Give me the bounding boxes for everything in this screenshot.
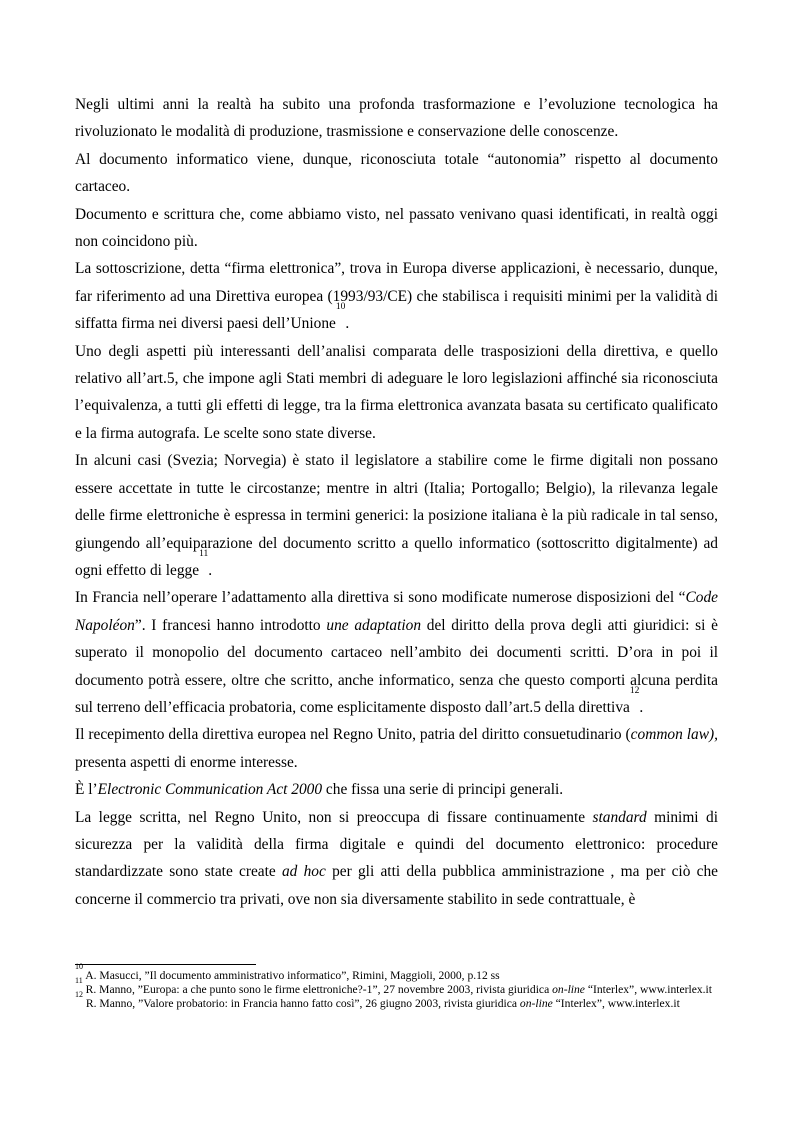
paragraph-4-end: . bbox=[345, 315, 350, 333]
body-text bbox=[75, 91, 718, 913]
paragraph-3-text: Documento e scrittura che, come abbiamo visto, nel passato venivano quasi identificati, in realtà oggi non coincidono più. bbox=[75, 205, 718, 251]
paragraph-8-text-a: Il recepimento della direttiva europea nel Regno Unito, patria del diritto consuetudinario ( bbox=[75, 726, 631, 744]
paragraph-5-text: Uno degli aspetti più interessanti dell’analisi comparata delle trasposizioni della direttiva, e quello relativo all’art.5, che impone agli Stati membri di adeguare le loro legislazioni affinché sia riconosciuta l’equivalenza, a tutti gli effetti di legge, tra la firma elettronica avanzata basata su certificato qualificato e la firma autografa. Le scelte sono state diverse. bbox=[75, 342, 718, 442]
paragraph-7 bbox=[75, 584, 718, 721]
footnote-12-online-italic: on-line bbox=[519, 997, 553, 1010]
paragraph-9 bbox=[75, 776, 718, 803]
paragraph-2 bbox=[75, 146, 718, 201]
footnote-11 bbox=[75, 976, 718, 997]
footnote-11-number: 11 bbox=[75, 976, 83, 985]
common-law-italic: common law), bbox=[630, 726, 718, 744]
paragraph-10-text-b: minimi di sicurezza per la validità della firma digitale e quindi del documento elettronico: procedure standardizzate sono state create bbox=[75, 808, 718, 881]
footnote-12-number: 12 bbox=[75, 990, 83, 999]
paragraph-4 bbox=[75, 255, 718, 337]
footnote-10-number: 10 bbox=[75, 962, 83, 971]
ecact-italic: Electronic Communication Act 2000 bbox=[97, 781, 323, 799]
footnote-10-text: A. Masucci, ”Il documento amministrativo informatico”, Rimini, Maggioli, 2000, p.12 ss bbox=[83, 969, 500, 982]
footnote-11-text-a: R. Manno, ”Europa: a che punto sono le firme elettroniche?-1”, 27 novembre 2003, rivista giuridica bbox=[82, 983, 553, 996]
paragraph-1 bbox=[75, 91, 718, 146]
paragraph-10-text-a: La legge scritta, nel Regno Unito, non si preoccupa di fissare continuamente bbox=[75, 808, 593, 826]
paragraph-5 bbox=[75, 338, 718, 448]
paragraph-6-text: In alcuni casi (Svezia; Norvegia) è stato il legislatore a stabilire come le firme digitali non possano essere accettate in tutte le circostanze; mentre in altri (Italia; Portogallo; Belgio), la rilevanza legale delle firme elettroniche è espressa in termini generici: la posizione italiana è la più radicale in tal senso, giungendo all’equiparazione del documento scritto a quello informatico (sottoscritto digitalmente) ad ogni effetto di legge bbox=[75, 452, 718, 579]
footnotes bbox=[75, 964, 718, 1011]
footnote-12 bbox=[75, 990, 718, 1011]
paragraph-6-end: . bbox=[208, 561, 213, 579]
paragraph-9-text-a: È l’ bbox=[75, 781, 98, 799]
paragraph-6 bbox=[75, 447, 718, 584]
footnote-ref-12: 12 bbox=[629, 685, 640, 696]
paragraph-8-text-b: presenta aspetti di enorme interesse. bbox=[75, 753, 298, 771]
paragraph-9-text-b: che fissa una serie di principi generali. bbox=[322, 781, 564, 799]
paragraph-10-text-c: per gli atti della pubblica amministrazione , ma per ciò che concerne il commercio tra privati, ove non sia diversamente stabilito in sede contrattuale, è bbox=[75, 863, 718, 908]
footnote-12-text-b: “Interlex”, www.interlex.it bbox=[552, 997, 680, 1010]
paragraph-2-text: Al documento informatico viene, dunque, riconosciuta totale “autonomia” rispetto al documento cartaceo. bbox=[75, 150, 718, 196]
une-adaptation-italic: une adaptation bbox=[326, 616, 422, 634]
footnote-separator bbox=[75, 964, 256, 965]
footnote-10 bbox=[75, 962, 718, 983]
paragraph-7-end: . bbox=[639, 698, 644, 716]
footnote-11-text-b: “Interlex”, www.interlex.it bbox=[584, 983, 713, 996]
paragraph-7-text-b: ”. I francesi hanno introdotto bbox=[134, 616, 327, 634]
paragraph-7-text-c: del diritto della prova degli atti giuridici: si è superato il monopolio del documento cartaceo nell’ambito dei documenti scritti. D’ora in poi il documento potrà essere, oltre che scritto, anche informatico, senza che questo comporti alcuna perdita sul terreno dell’efficacia probatoria, come esplicitamente disposto dall’art.5 della direttiva bbox=[75, 616, 718, 716]
paragraph-10 bbox=[75, 804, 718, 914]
ad-hoc-italic: ad hoc bbox=[281, 863, 326, 881]
paragraph-1-text: Negli ultimi anni la realtà ha subito una profonda trasformazione e l’evoluzione tecnologica ha rivoluzionato le modalità di produzione, trasmissione e conservazione delle conoscenze. bbox=[75, 96, 718, 141]
code-napoleon-italic: Code Napoléon bbox=[75, 589, 718, 634]
footnote-ref-11: 11 bbox=[199, 548, 209, 559]
paragraph-8 bbox=[75, 721, 718, 776]
standard-italic: standard bbox=[592, 808, 647, 826]
footnote-ref-10: 10 bbox=[335, 302, 346, 313]
paragraph-4-text: La sottoscrizione, detta “firma elettronica”, trova in Europa diverse applicazioni, è necessario, dunque, far riferimento ad una Direttiva europea (1993/93/CE) che stabilisca i requisiti minimi per la validità di siffatta firma nei diversi paesi dell’Unione bbox=[75, 260, 718, 333]
footnote-12-text-a: R. Manno, ”Valore probatorio: in Francia hanno fatto così”, 26 giugno 2003, rivista giuridica bbox=[83, 997, 520, 1010]
paragraph-7-text-a: In Francia nell’operare l’adattamento alla direttiva si sono modificate numerose disposizioni del “ bbox=[75, 589, 686, 607]
paragraph-3 bbox=[75, 201, 718, 256]
footnote-11-online-italic: on-line bbox=[552, 983, 585, 996]
